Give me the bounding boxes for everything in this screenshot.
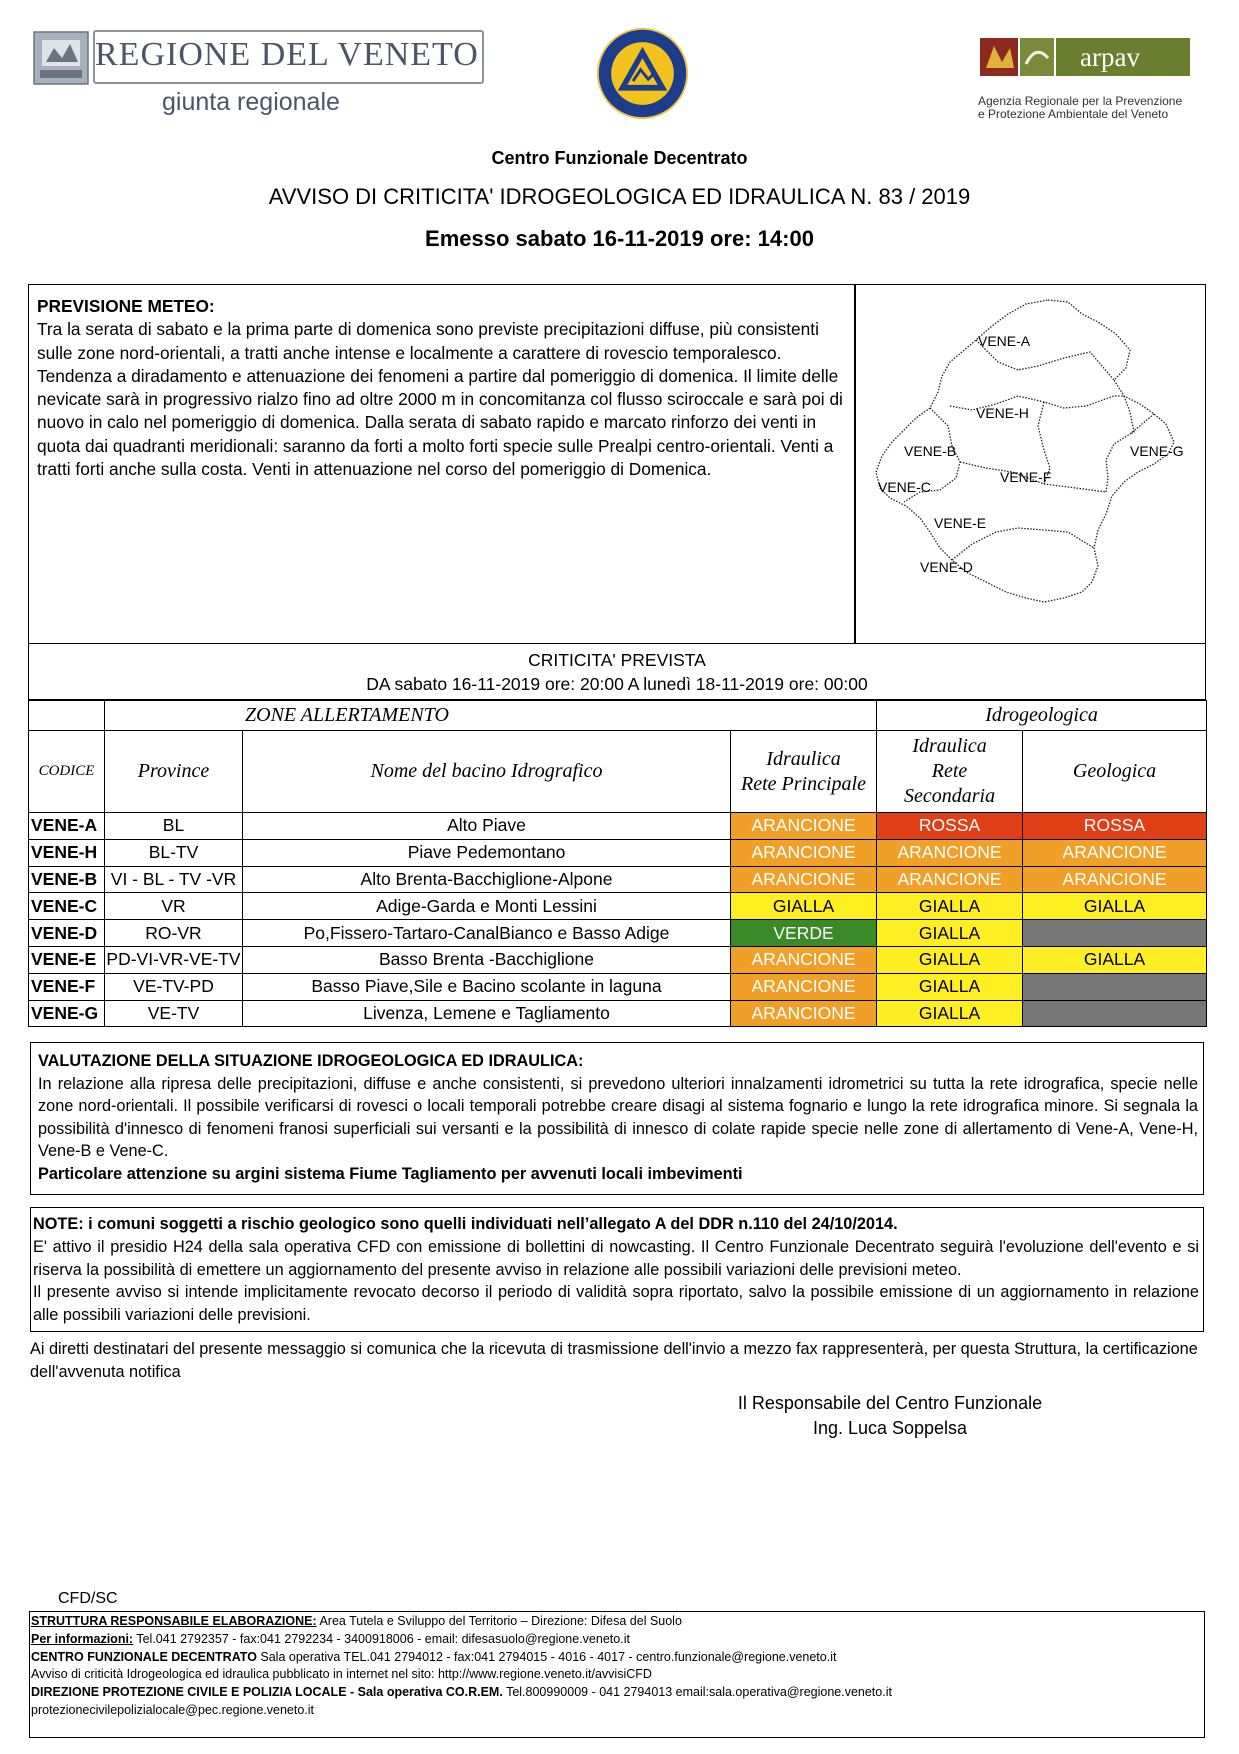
zone-code: VENE-D <box>29 920 105 947</box>
zone-bacino: Piave Pedemontano <box>243 839 731 866</box>
level-secondaria: GIALLA <box>877 946 1023 973</box>
responsabile-name: Ing. Luca Soppelsa <box>812 1418 968 1438</box>
destinatari-notice: Ai diretti destinatari del presente messaggio si comunica che la ricevuta di trasmissione dell'invio a mezzo fax rappresenterà, per questa Struttura, la certificazione dell'avvenuta notifica <box>30 1340 1198 1381</box>
table-row <box>29 813 1207 840</box>
valutazione-body: In relazione alla ripresa delle precipitazioni, diffuse e anche consistenti, si prevedono ulteriori innalzamenti idrometrici su tutta la rete idrografica, specie nelle zone nord-orientali. Il possibile verificarsi di rovesci o locali temporali potrebbe creare disagi al sistema fognario e lungo la rete idrografica minore. Si segnala la possibilità d'innesco di fenomeni franosi superficiali sui versanti e la possibilità di innesco di colate rapide specie nelle zone di allertamento di Vene-A, Vene-H, Vene-B e Vene-C. <box>38 1074 1198 1161</box>
zone-bacino: Alto Piave <box>243 813 731 840</box>
table-row <box>29 839 1207 866</box>
level-idraulica: ARANCIONE <box>731 973 877 1000</box>
level-secondaria: GIALLA <box>877 973 1023 1000</box>
level-secondaria: ARANCIONE <box>877 839 1023 866</box>
criticita-table <box>28 700 1207 1027</box>
cfd-code: CFD/SC <box>58 1590 118 1607</box>
zone-province: BL <box>105 813 243 840</box>
col-geologica-header: Geologica <box>1023 731 1207 813</box>
footer-line-6: protezionecivilepolizialocale@pec.regione.veneto.it <box>31 1702 314 1717</box>
map-label-vene-f: VENE-F <box>1000 469 1052 485</box>
note-heading: NOTE: i comuni soggetti a rischio geologico sono quelli individuati nell’allegato A del DDR n.110 del 24/10/2014. <box>33 1215 898 1233</box>
footer-l5-text: Tel.800990009 - 041 2794013 email:sala.operativa@regione.veneto.it <box>502 1685 892 1700</box>
table-row <box>29 866 1207 893</box>
note-body-2: Il presente avviso si intende implicitamente revocato decorso il periodo di validità sopra riportato, salvo la possibile emissione di un aggiornamento in relazione alle possibili variazioni delle previsioni. <box>33 1283 1199 1325</box>
level-geologica: ARANCIONE <box>1023 866 1207 893</box>
idrogeologica-header: Idrogeologica <box>877 701 1207 731</box>
col-bacino-header: Nome del bacino Idrografico <box>243 731 731 813</box>
zone-code: VENE-F <box>29 973 105 1000</box>
footer-l3-text: Sala operativa TEL.041 2794012 - fax:041 2794015 - 4016 - 4017 - centro.funzionale@regione.veneto.it <box>256 1649 837 1664</box>
valutazione-heading: VALUTAZIONE DELLA SITUAZIONE IDROGEOLOGICA ED IDRAULICA: <box>38 1052 584 1070</box>
col-codice-header: CODICE <box>29 731 105 813</box>
note-section <box>33 1213 1199 1327</box>
map-label-vene-e: VENE-E <box>934 515 987 531</box>
col-idraulica-header <box>731 731 877 813</box>
zone-code: VENE-B <box>29 866 105 893</box>
zone-code: VENE-E <box>29 946 105 973</box>
table-row <box>29 946 1207 973</box>
level-secondaria: ARANCIONE <box>877 866 1023 893</box>
zone-province: VI - BL - TV -VR <box>105 866 243 893</box>
zone-code: VENE-H <box>29 839 105 866</box>
header-spacer <box>29 701 105 731</box>
level-geologica: ROSSA <box>1023 813 1207 840</box>
table-row <box>29 1000 1207 1027</box>
footer-l2-label: Per informazioni: <box>31 1631 134 1646</box>
footer-l1-label: STRUTTURA RESPONSABILE ELABORAZIONE: <box>31 1614 317 1628</box>
zone-bacino: Livenza, Lemene e Tagliamento <box>243 1000 731 1027</box>
criticita-title: CRITICITA' PREVISTA <box>528 650 706 670</box>
zone-province: RO-VR <box>105 920 243 947</box>
col-secondaria-header <box>877 731 1023 813</box>
level-idraulica: ARANCIONE <box>731 1000 877 1027</box>
footer-line-2 <box>31 1631 1201 1649</box>
zone-code: VENE-A <box>29 813 105 840</box>
level-geologica <box>1023 920 1207 947</box>
emesso-date: Emesso sabato 16-11-2019 ore: 14:00 <box>425 226 814 251</box>
note-body-1: E' attivo il presidio H24 della sala operativa CFD con emissione di bollettini di nowcasting. Il Centro Funzionale Decentrato seguirà l'evoluzione dell'evento e si riserva la possibilità di emettere un aggiornamento del presente avviso in relazione alle possibili variazioni delle previsioni meteo. <box>33 1237 1199 1279</box>
table-row <box>29 973 1207 1000</box>
col-idraulica-line-1: Idraulica <box>766 747 841 770</box>
footer-contacts <box>31 1613 1201 1720</box>
col-secondaria-line-3: Secondaria <box>903 785 996 807</box>
col-province-header: Province <box>105 731 243 813</box>
zone-province: PD-VI-VR-VE-TV <box>105 946 243 973</box>
map-label-vene-b: VENE-B <box>904 443 957 459</box>
zone-province: BL-TV <box>105 839 243 866</box>
footer-line-3 <box>31 1649 1201 1667</box>
arpav-subtitle-2: e Protezione Ambientale del Veneto <box>978 107 1169 121</box>
zone-code: VENE-C <box>29 893 105 920</box>
footer-l2-text: Tel.041 2792357 - fax:041 2792234 - 3400918006 - email: difesasuolo@regione.veneto.it <box>133 1631 630 1646</box>
zone-bacino: Po,Fissero-Tartaro-CanalBianco e Basso Adige <box>243 920 731 947</box>
col-secondaria-line-2: Rete <box>931 760 968 782</box>
level-geologica <box>1023 1000 1207 1027</box>
centre-title: Centro Funzionale Decentrato <box>491 148 748 168</box>
col-secondaria-line-1: Idraulica <box>912 735 987 757</box>
level-idraulica: ARANCIONE <box>731 866 877 893</box>
level-secondaria: GIALLA <box>877 893 1023 920</box>
zone-province: VE-TV <box>105 1000 243 1027</box>
table-header-row-1 <box>29 701 1207 731</box>
zone-bacino: Basso Brenta -Bacchiglione <box>243 946 731 973</box>
zone-bacino: Alto Brenta-Bacchiglione-Alpone <box>243 866 731 893</box>
responsabile-role: Il Responsabile del Centro Funzionale <box>737 1393 1043 1413</box>
valutazione-footer: Particolare attenzione su argini sistema Fiume Tagliamento per avvenuti locali imbevimenti <box>38 1164 743 1183</box>
zone-province: VR <box>105 893 243 920</box>
regione-subtitle: giunta regionale <box>162 88 340 116</box>
zone-code: VENE-G <box>29 1000 105 1027</box>
regione-name: REGIONE DEL VENETO <box>95 36 479 73</box>
level-geologica: ARANCIONE <box>1023 839 1207 866</box>
footer-l5-label: DIREZIONE PROTEZIONE CIVILE E POLIZIA LOCALE - Sala operativa CO.R.EM. <box>31 1685 503 1700</box>
criticita-period: DA sabato 16-11-2019 ore: 20:00 A lunedì 18-11-2019 ore: 00:00 <box>366 674 868 694</box>
arpav-name: arpav <box>1080 42 1140 72</box>
map-label-vene-c: VENE-C <box>878 479 931 495</box>
level-idraulica: ARANCIONE <box>731 839 877 866</box>
arpav-subtitle-1: Agenzia Regionale per la Prevenzione <box>978 94 1183 108</box>
level-idraulica: ARANCIONE <box>731 946 877 973</box>
meteo-section <box>37 295 847 481</box>
col-idraulica-line-2: Rete Principale <box>741 772 866 795</box>
footer-line-1 <box>31 1613 1201 1631</box>
map-label-vene-d: VENE-D <box>920 559 973 575</box>
zone-map <box>868 292 1198 638</box>
level-idraulica: VERDE <box>731 920 877 947</box>
avviso-title: AVVISO DI CRITICITA' IDROGEOLOGICA ED IDRAULICA N. 83 / 2019 <box>268 184 971 209</box>
table-header-row-2 <box>29 731 1207 813</box>
valutazione-section <box>38 1050 1198 1186</box>
level-geologica: GIALLA <box>1023 893 1207 920</box>
table-row <box>29 893 1207 920</box>
footer-l1-text: Area Tutela e Sviluppo del Territorio – Direzione: Difesa del Suolo <box>316 1614 682 1628</box>
table-row <box>29 920 1207 947</box>
level-geologica <box>1023 973 1207 1000</box>
zone-province: VE-TV-PD <box>105 973 243 1000</box>
level-idraulica: GIALLA <box>731 893 877 920</box>
footer-line-5 <box>31 1684 1201 1702</box>
map-label-vene-h: VENE-H <box>976 405 1029 421</box>
zone-bacino: Basso Piave,Sile e Bacino scolante in laguna <box>243 973 731 1000</box>
level-geologica: GIALLA <box>1023 946 1207 973</box>
zone-rows <box>29 813 1207 1027</box>
footer-l3-label: CENTRO FUNZIONALE DECENTRATO <box>31 1649 257 1664</box>
protezione-civile-logo <box>595 26 690 121</box>
zone-bacino: Adige-Garda e Monti Lessini <box>243 893 731 920</box>
meteo-divider <box>854 284 856 644</box>
level-secondaria: ROSSA <box>877 813 1023 840</box>
footer-line-4: Avviso di criticità Idrogeologica ed idraulica pubblicato in internet nel sito: http://www.regione.veneto.it/avvisiCFD <box>31 1667 652 1682</box>
map-label-vene-g: VENE-G <box>1130 443 1184 459</box>
level-idraulica: ARANCIONE <box>731 813 877 840</box>
meteo-heading: PREVISIONE METEO: <box>37 296 215 316</box>
level-secondaria: GIALLA <box>877 920 1023 947</box>
meteo-body: Tra la serata di sabato e la prima parte di domenica sono previste precipitazioni diffuse, più consistenti sulle zone nord-orientali, a tratti anche intense e localmente a carattere di rovescio temporalesco. Tendenza a diradamento e attenuazione dei fenomeni a partire dal pomeriggio di domenica. Il limite delle nevicate sarà in progressivo rialzo fino ad oltre 2000 m in concomitanza col flusso sciroccale e sarà poi di nuovo in calo nel pomeriggio di domenica. Dalla serata di sabato rapido e marcato rinforzo dei venti in quota dai quadranti meridionali: saranno da forti a molto forti specie sulle Prealpi centro-orientali. Venti a tratti forti anche sulla costa. Venti in attenuazione nel corso del pomeriggio di Domenica. <box>37 319 843 480</box>
map-label-vene-a: VENE-A <box>978 333 1031 349</box>
level-secondaria: GIALLA <box>877 1000 1023 1027</box>
zone-allertamento-header: ZONE ALLERTAMENTO <box>105 701 877 731</box>
